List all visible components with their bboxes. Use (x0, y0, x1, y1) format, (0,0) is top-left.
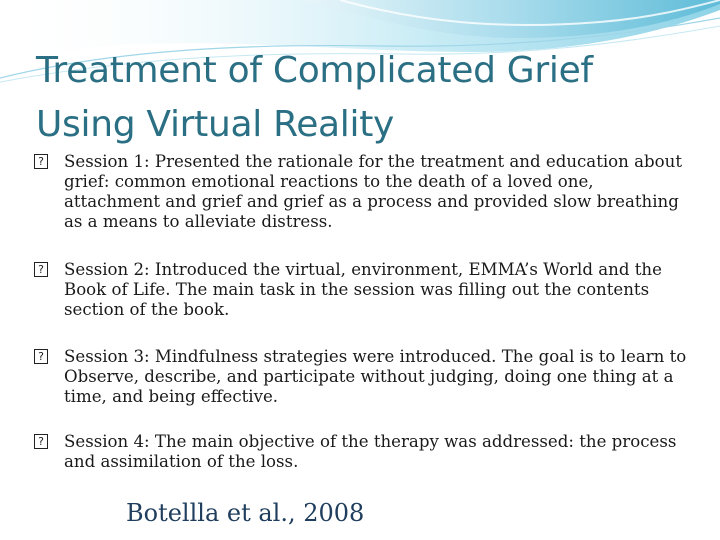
bullet-item (34, 260, 694, 320)
citation: Botellla et al., 2008 (126, 499, 365, 527)
bullet-marker-icon: ? (34, 262, 48, 277)
bullet-text: Session 1: Presented the rationale for the treatment and education about grief: common emotional reactions to the death of a loved one, attachment and grief and grief as a process and provided slow breathing as a means to alleviate distress. (64, 152, 682, 231)
bullet-text: Session 3: Mindfulness strategies were introduced. The goal is to learn to Observe, describe, and participate without judging, doing one thing at a time, and being effective. (64, 347, 687, 406)
bullet-item (34, 347, 694, 407)
bullet-marker-icon: ? (34, 154, 48, 169)
bullet-marker-icon: ? (34, 434, 48, 449)
title-line-2: Using Virtual Reality (36, 104, 395, 145)
bullet-text: Session 2: Introduced the virtual, environment, EMMA’s World and the Book of Life. The main task in the session was filling out the contents section of the book. (64, 260, 662, 319)
bullet-item (34, 152, 694, 232)
slide-title (36, 44, 696, 152)
bullet-marker-icon: ? (34, 349, 48, 364)
title-line-1: Treatment of Complicated Grief (36, 50, 593, 91)
bullet-item (34, 432, 694, 472)
bullet-text: Session 4: The main objective of the therapy was addressed: the process and assimilation of the loss. (64, 432, 677, 471)
